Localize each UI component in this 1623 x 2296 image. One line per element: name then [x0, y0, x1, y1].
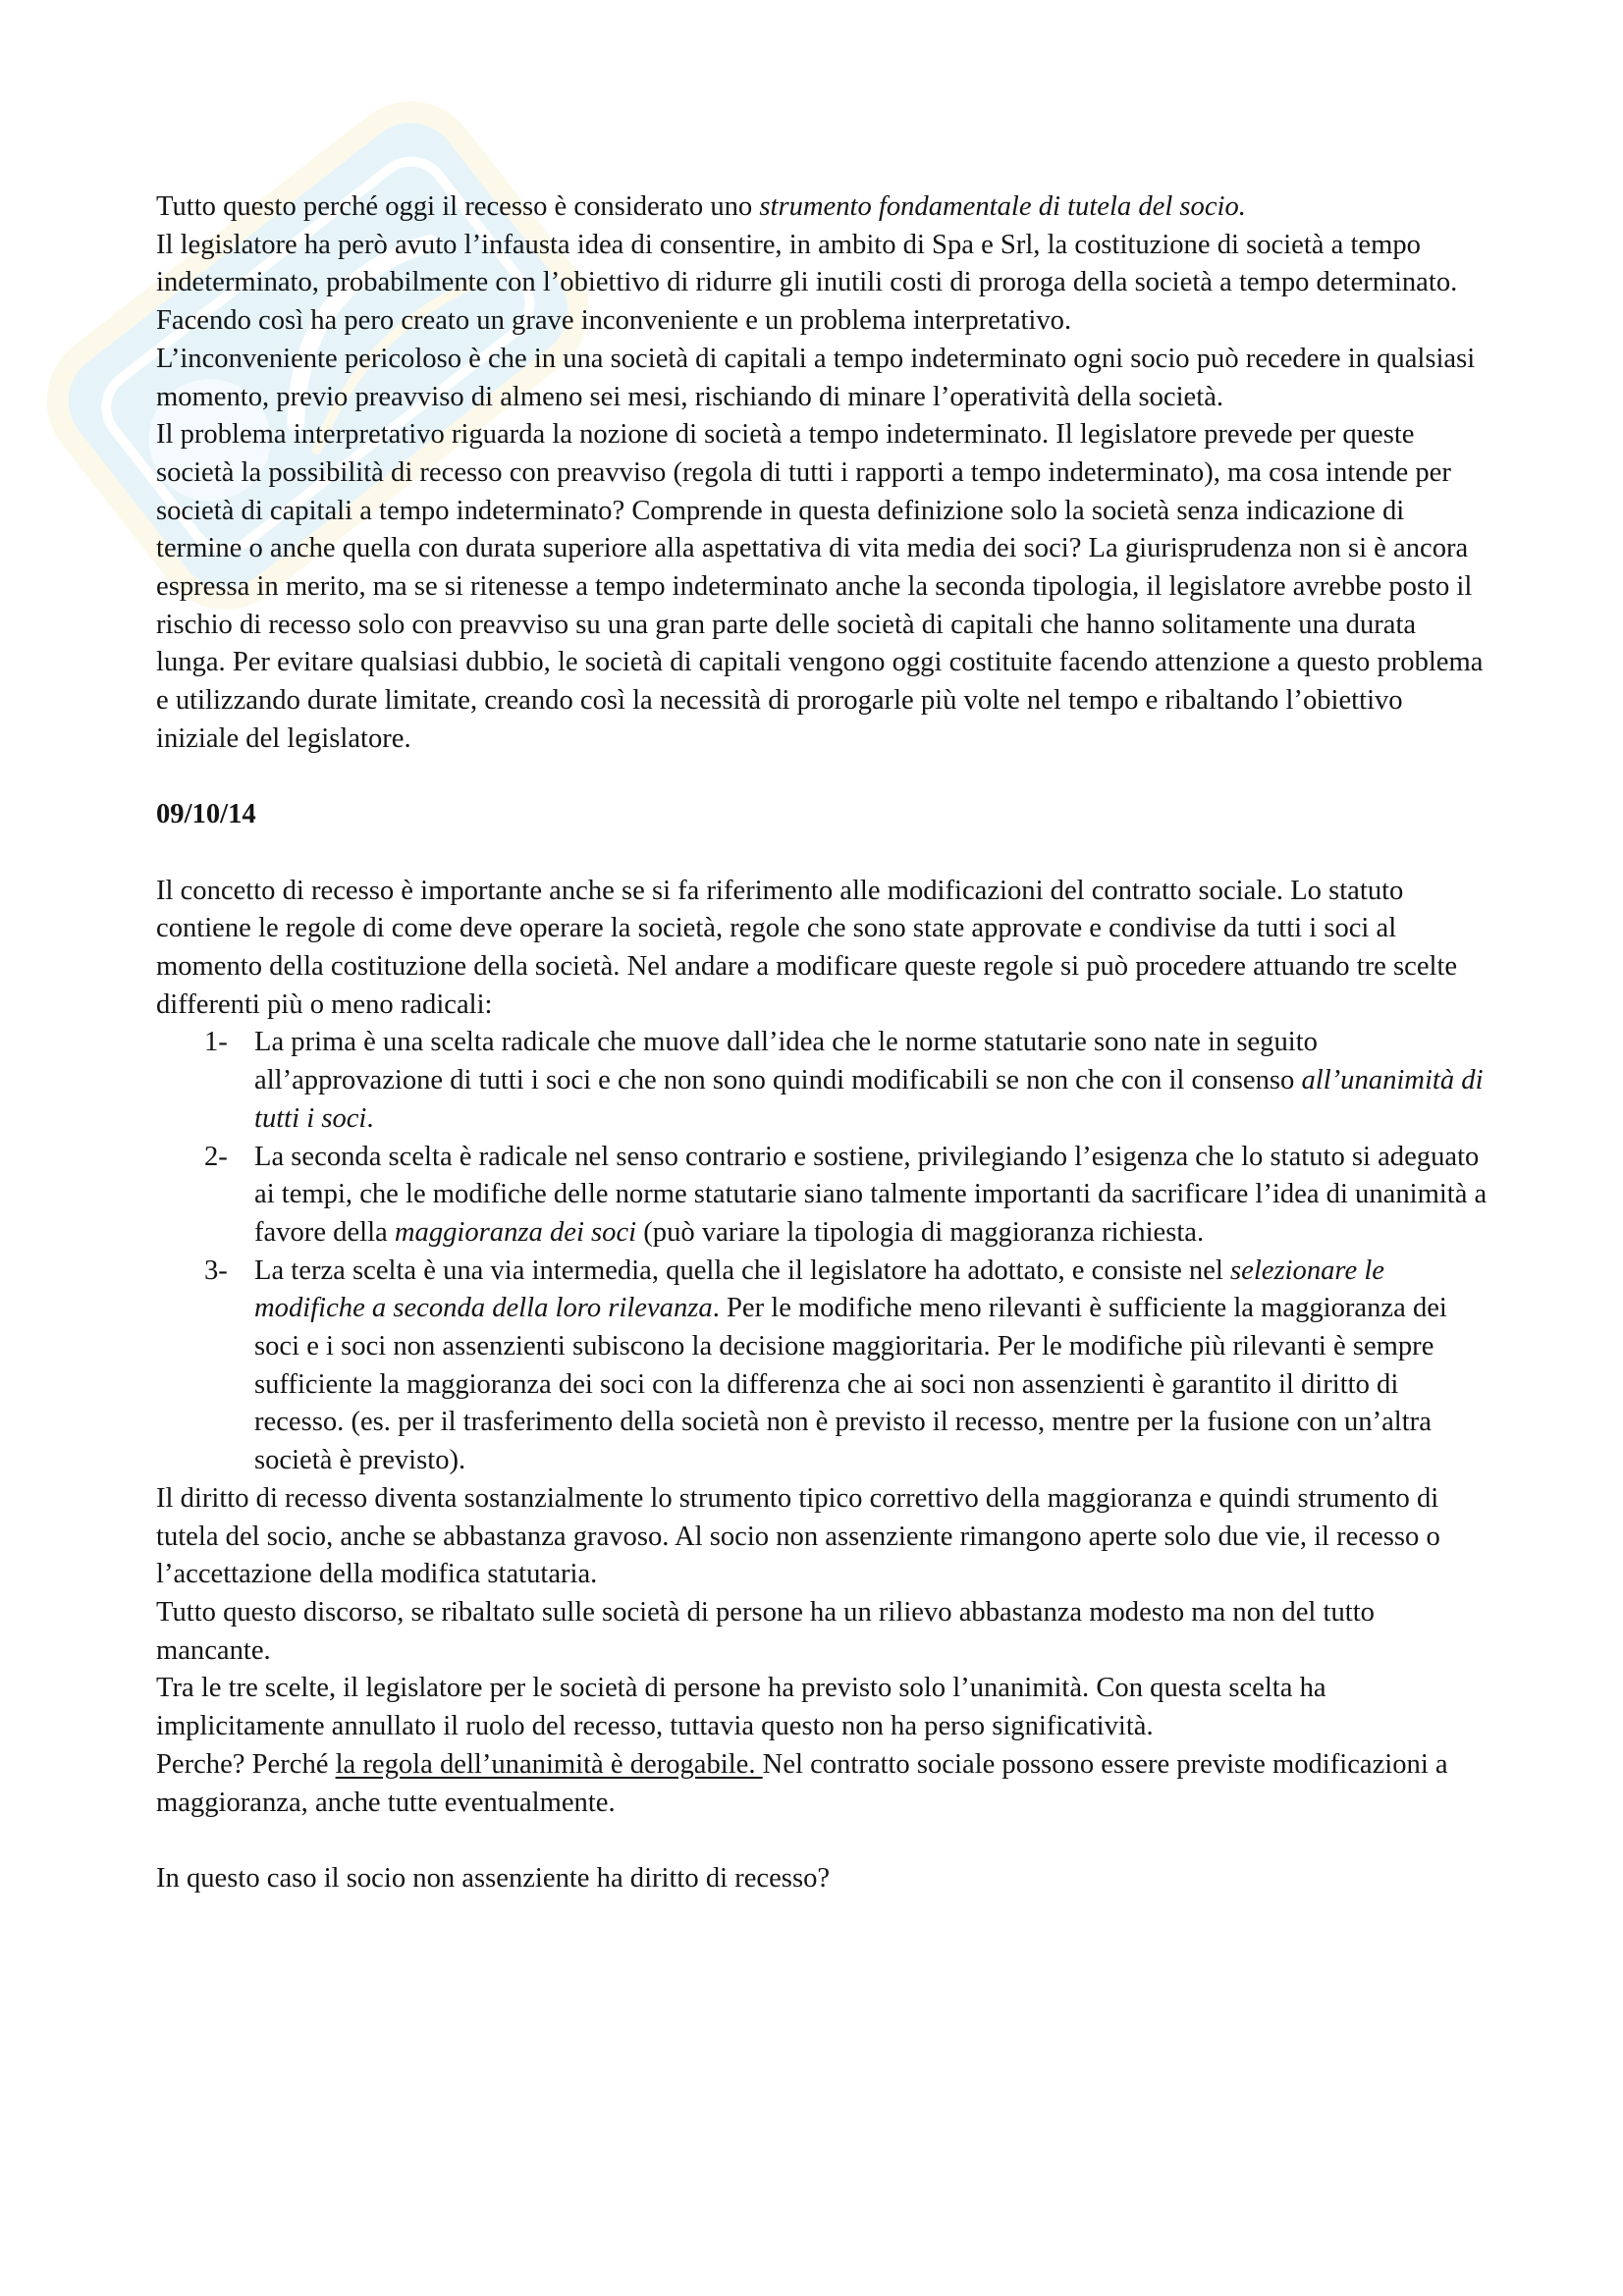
intro-paragraph-4: L’inconveniente pericoloso è che in una società di capitali a tempo indeterminato ogni socio può recedere in qualsiasi momento, previo preavviso di almeno sei mesi, rischiando di minare l’operatività della società.: [156, 343, 1476, 412]
document-body: [156, 188, 1491, 1898]
intro-paragraph-3: Facendo così ha pero creato un grave inconveniente e un problema interpretativo.: [156, 305, 1072, 337]
list-item-number: 3-: [204, 1255, 228, 1286]
list-item-number: 1-: [204, 1027, 228, 1058]
intro-paragraph-5: Il problema interpretativo riguarda la nozione di società a tempo indeterminato. Il legislatore prevede per queste società la possibilità di recesso con preavviso (regola di tutti i rapporti a tempo indeterminato), ma cosa intende per società di capitali a tempo indeterminato? Comprende in questa definizione solo la società senza indicazione di termine o anche quella con durata superiore alla aspettativa di vita media dei soci? La giurisprudenza non si è ancora espressa in merito, ma se si ritenesse a tempo indeterminato anche la seconda tipologia, il legislatore avrebbe posto il rischio di recesso solo con preavviso su una gran parte delle società di capitali che hanno solitamente una durata lunga. Per evitare qualsiasi dubbio, le società di capitali vengono oggi costituite facendo attenzione a questo problema e utilizzando durate limitate, creando così la necessità di prorogarle più volte nel tempo e ribaltando l’obiettivo iniziale del legislatore.: [156, 419, 1484, 754]
underlined-rule-text: la regola dell’unanimità è derogabile.: [335, 1748, 763, 1780]
list-item: 1- La prima è una scelta radicale che muove dall’idea che le norme statutarie sono nate in seguito all’approvazione di tutti i soci e che non sono quindi modificabili se non che con il consenso all’unanimità di tutti i soci.: [156, 1024, 1491, 1138]
section-paragraph-4: Tra le tre scelte, il legislatore per le società di persone ha previsto solo l’unanimità. Con questa scelta ha implicitamente annullato il ruolo del recesso, tuttavia questo non ha perso significatività.: [156, 1673, 1326, 1742]
section-paragraph-3: Tutto questo discorso, se ribaltato sulle società di persone ha un rilievo abbastanza modesto ma non del tutto mancante.: [156, 1596, 1375, 1666]
section-paragraph-2: Il diritto di recesso diventa sostanzialmente lo strumento tipico correttivo della maggioranza e quindi strumento di tutela del socio, anche se abbastanza gravoso. Al socio non assenziente rimangono aperte solo due vie, il recesso o l’accettazione della modifica statutaria.: [156, 1482, 1440, 1590]
section-paragraph-1: Il concetto di recesso è importante anche se si fa riferimento alle modificazioni del contratto sociale. Lo statuto contiene le regole di come deve operare la società, regole che sono state approvate e condivise da tutti i soci al momento della costituzione della società. Nel andare a modificare queste regole si può procedere attuando tre scelte differenti più o meno radicali:: [156, 875, 1458, 1020]
intro-paragraph-1: Tutto questo perché oggi il recesso è considerato uno strumento fondamentale di tutela del socio.: [156, 191, 1246, 222]
spacer: [156, 1822, 1491, 1860]
choices-list: [156, 1024, 1491, 1479]
section-paragraph-5: Perche? Perché la regola dell’unanimità è derogabile. Nel contratto sociale possono essere previste modificazioni a maggioranza, anche tutte eventualmente.: [156, 1748, 1448, 1818]
list-item: 3- La terza scelta è una via intermedia, quella che il legislatore ha adottato, e consiste nel selezionare le modifiche a seconda della loro rilevanza. Per le modifiche meno rilevanti è sufficiente la maggioranza dei soci e i soci non assenzienti subiscono la decisione maggioritaria. Per le modifiche più rilevanti è sempre sufficiente la maggioranza dei soci con la differenza che ai soci non assenzienti è garantito il diritto di recesso. (es. per il trasferimento della società non è previsto il recesso, mentre per la fusione con un’altra società è previsto).: [156, 1253, 1491, 1480]
list-item: 2- La seconda scelta è radicale nel senso contrario e sostiene, privilegiando l’esigenza che lo statuto si adeguato ai tempi, che le modifiche delle norme statutarie siano talmente importanti da sacrificare l’idea di unanimità a favore della maggioranza dei soci (può variare la tipologia di maggioranza richiesta.: [156, 1139, 1491, 1253]
emphasis-strumento: strumento fondamentale di tutela del socio.: [759, 191, 1246, 222]
list-item-number: 2-: [204, 1141, 228, 1172]
intro-paragraph-2: Il legislatore ha però avuto l’infausta idea di consentire, in ambito di Spa e Srl, la costituzione di società a tempo indeterminato, probabilmente con l’obiettivo di ridurre gli inutili costi di proroga della società a tempo determinato.: [156, 229, 1458, 298]
section-date-heading: 09/10/14: [156, 799, 256, 830]
closing-question: In questo caso il socio non assenziente ha diritto di recesso?: [156, 1862, 831, 1894]
